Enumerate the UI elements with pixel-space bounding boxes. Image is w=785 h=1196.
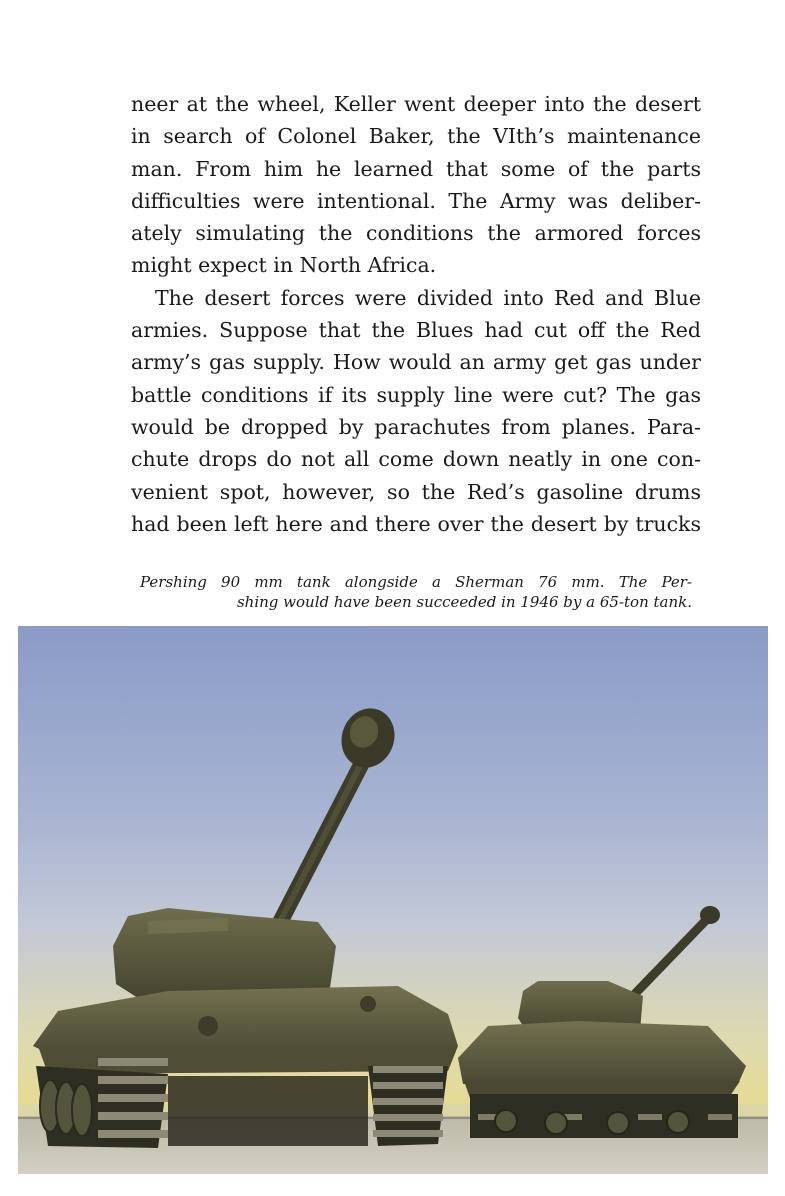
text-line: venient spot, however, so the Red’s gasoline drums [131,479,701,504]
text-line: might expect in North Africa. [131,253,437,278]
text-line: The desert forces were divided into Red and Blue [155,285,701,310]
caption-line: Pershing 90 mm tank alongside a Sherman 76 mm. The Per- [140,573,692,591]
text-line: armies. Suppose that the Blues had cut off the Red [131,318,701,343]
text-line: would be dropped by parachutes from planes. Para- [131,414,701,439]
caption-line: shing would have been succeeded in 1946 by a 65-ton tank. [236,593,692,611]
text-line: had been left here and there over the desert by trucks [131,511,701,536]
text-line: difficulties were intentional. The Army was deliber- [131,188,701,213]
body-text [131,88,701,540]
text-line: chute drops do not all come down neatly in one con- [131,447,701,472]
photo-caption [140,572,692,612]
text-line: in search of Colonel Baker, the VIth’s maintenance [131,124,701,149]
text-line: man. From him he learned that some of the parts [131,156,701,181]
tank-photo [18,626,768,1174]
text-line: army’s gas supply. How would an army get gas under [131,350,701,375]
text-line: neer at the wheel, Keller went deeper into the desert [131,92,701,116]
text-line: battle conditions if its supply line were cut? The gas [131,382,701,407]
text-line: ately simulating the conditions the armored forces [131,221,701,246]
